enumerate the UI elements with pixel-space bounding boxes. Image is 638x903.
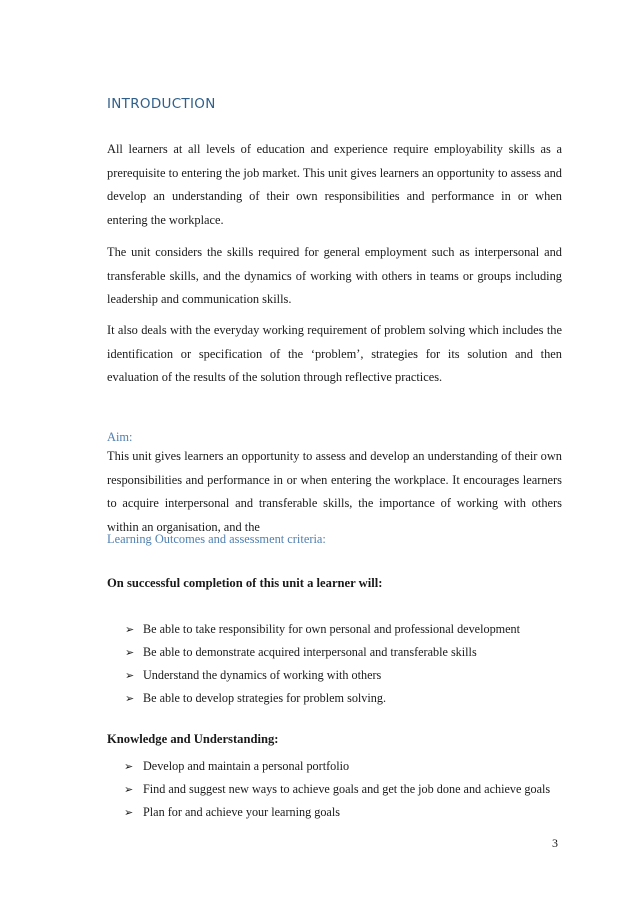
arrow-bullet-icon: ➢: [125, 692, 135, 705]
page-number: 3: [552, 836, 558, 850]
list-item: ➢ Be able to take responsibility for own personal and professional development: [125, 618, 565, 641]
learning-outcomes-label: Learning Outcomes and assessment criteria:: [107, 532, 326, 546]
list-item: ➢ Be able to develop strategies for problem solving.: [125, 687, 565, 710]
knowledge-heading: Knowledge and Understanding:: [107, 732, 279, 746]
aim-label: Aim:: [107, 430, 133, 444]
section-heading: INTRODUCTION: [107, 96, 216, 112]
list-item: ➢ Be able to demonstrate acquired interpersonal and transferable skills: [125, 641, 565, 664]
intro-paragraph-2: The unit considers the skills required for general employment such as interpersonal and transferable skills, and the dynamics of working with others in teams or groups including leadership and communication skills.: [107, 245, 562, 306]
aim-paragraph: This unit gives learners an opportunity to assess and develop an understanding of their own responsibilities and performance in or when entering the workplace. It encourages learners to acquire interpersonal and transferable skills, the importance of working with others within an organisation, and the: [107, 449, 562, 534]
arrow-bullet-icon: ➢: [124, 806, 134, 819]
intro-paragraph-1: All learners at all levels of education and experience require employability skills as a prerequisite to entering the job market. This unit gives learners an opportunity to assess and develop an understanding of their own responsibilities and performance in or when entering the workplace.: [107, 142, 562, 227]
intro-paragraph-3: It also deals with the everyday working requirement of problem solving which includes the identification or specification of the ‘problem’, strategies for its solution and then evaluation of the results of the solution through reflective practices.: [107, 323, 562, 384]
arrow-bullet-icon: ➢: [124, 760, 134, 773]
arrow-bullet-icon: ➢: [124, 783, 134, 796]
list-item: ➢ Plan for and achieve your learning goals: [107, 801, 562, 824]
arrow-bullet-icon: ➢: [125, 646, 135, 659]
outcomes-list: [125, 618, 565, 710]
arrow-bullet-icon: ➢: [125, 669, 135, 682]
arrow-bullet-icon: ➢: [125, 623, 135, 636]
list-item: ➢ Understand the dynamics of working with others: [125, 664, 565, 687]
completion-heading: On successful completion of this unit a learner will:: [107, 576, 383, 590]
list-item: ➢ Develop and maintain a personal portfolio: [107, 755, 562, 778]
knowledge-list: [107, 755, 562, 824]
list-item: ➢ Find and suggest new ways to achieve goals and get the job done and achieve goals: [107, 778, 562, 801]
